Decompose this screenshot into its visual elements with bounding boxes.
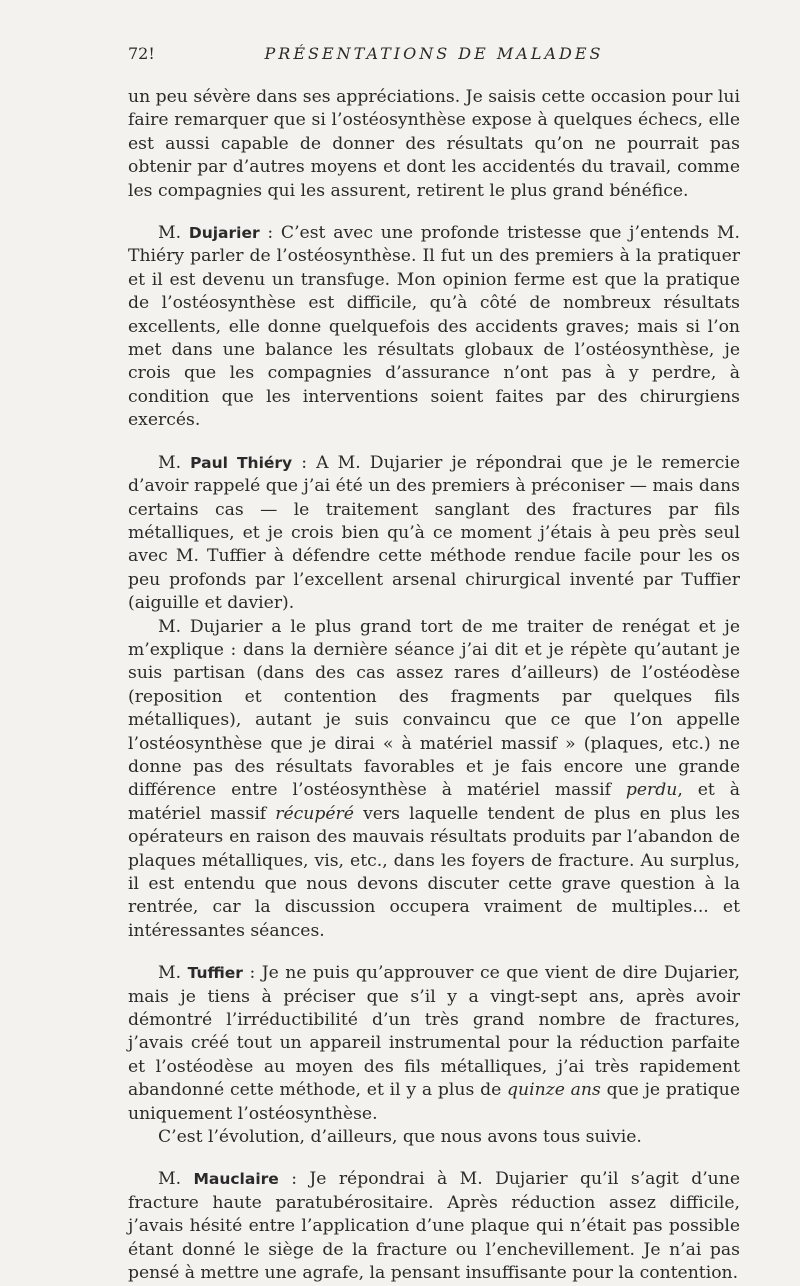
speaker-name: Dujarier <box>188 224 260 243</box>
speaker-prefix: M. <box>158 452 191 473</box>
italic-term: quinze ans <box>507 1080 601 1101</box>
paragraph-text: vers laquelle tendent de plus en plus les opérateurs en raison des mauvais résultats produits par l’abandon de plaques métalliques, vis, etc., dans les foyers de fracture. Au surplus, il est entendu que nous devons discuter cette grave question à la rentrée, car la discussion occupera vraiment de multiples... et intéressantes séances. <box>128 803 740 941</box>
speaker-prefix: M. <box>158 1169 194 1190</box>
paragraph-tuffier <box>128 962 740 1126</box>
page-header <box>128 44 740 68</box>
paragraph-text: que je pratique uniquement l’ostéosynthèse. <box>128 1080 740 1124</box>
paragraph-text: : A M. Dujarier je répondrai que je le remercie d’avoir rappelé que j’ai été un des premiers à préconiser — mais dans certains cas — le traitement sanglant des fractures par fils métalliques, et je crois bien qu’à ce moment j’étais à peu près seul avec M. Tuffier à défendre cette méthode rendue facile pour les os peu profonds par l’excellent arsenal chirurgical inventé par Tuffier (aiguille et davier). <box>128 452 740 614</box>
paragraph-text: : C’est avec une profonde tristesse que j’entends M. Thiéry parler de l’ostéosynthèse. Il fut un des premiers à la pratiquer et il est devenu un transfuge. Mon opinion ferme est que la pratique de l’ostéosynthèse est difficile, qu’à côté de nombreux résultats excellents, elle donne quelquefois des accidents graves; mais si l’on met dans une balance les résultats globaux de l’ostéosynthèse, je crois que les compagnies d’assurance n’ont pas à y perdre, à condition que les interventions soient faites par des chirurgiens exercés. <box>128 223 740 431</box>
paragraph-mauclaire <box>128 1168 740 1285</box>
paragraph-thiery <box>128 452 740 616</box>
paragraph-text: : Je ne puis qu’approuver ce que vient de dire Dujarier, mais je tiens à préciser que s’il y a vingt-sept ans, après avoir démontré l’irréductibilité d’un très grand nombre de fractures, j’avais créé tout un appareil instrumental pour la réduction parfaite et l’ostéodèse au moyen des fils métalliques, j’ai très rapidement abandonné cette méthode, et il y a plus de <box>128 963 741 1101</box>
page-number: 72! <box>128 44 155 63</box>
paragraph-dujarier <box>128 222 740 433</box>
speaker-prefix: M. <box>158 223 189 244</box>
paragraph-evolution: C’est l’évolution, d’ailleurs, que nous avons tous suivie. <box>158 1127 642 1148</box>
body-text <box>128 86 740 1286</box>
italic-term: récupéré <box>275 803 354 824</box>
paragraph-text: M. Dujarier a le plus grand tort de me traiter de renégat et je m’explique : dans la dernière séance j’ai dit et je répète qu’autant je suis partisan (dans des cas assez rares d’ailleurs) de l’ostéodèse (reposition et contention des fragments par quelques fils métalliques), autant je suis convaincu que ce que l’on appelle l’ostéosynthèse que je dirai « à matériel massif » (plaques, etc.) ne donne pas des résultats favorables et je fais encore une grande différence entre l’ostéosynthèse à matériel massif <box>128 616 740 801</box>
running-title: PRÉSENTATIONS DE MALADES <box>264 44 604 63</box>
speaker-name: Mauclaire <box>193 1170 279 1189</box>
paragraph-thiery-continued <box>128 616 740 944</box>
paragraph-text: : Je répondrai à M. Dujarier qu’il s’agit d’une fracture haute paratubérositaire. Après réduction assez difficile, j’avais hésité entre l’application d’une plaque qui n’était pas possible étant donné le siège de la fracture ou l’enchevillement. Je n’ai pas pensé à mettre une agrafe, la pensant insuffisante pour la contention. <box>128 1169 740 1284</box>
paragraph-continuation: un peu sévère dans ses appréciations. Je saisis cette occasion pour lui faire remarquer que si l’ostéosynthèse expose à quelques échecs, elle est aussi capable de donner des résultats qu’on ne pourrait pas obtenir par d’autres moyens et dont les accidentés du travail, comme les compagnies qui les assurent, retirent le plus grand bénéfice. <box>128 87 740 201</box>
speaker-prefix: M. <box>158 963 188 984</box>
speaker-name: Paul Thiéry <box>190 453 293 472</box>
paragraph-text: , et à matériel massif <box>128 780 741 824</box>
italic-term: perdu <box>625 780 678 801</box>
speaker-name: Tuffier <box>187 964 243 983</box>
